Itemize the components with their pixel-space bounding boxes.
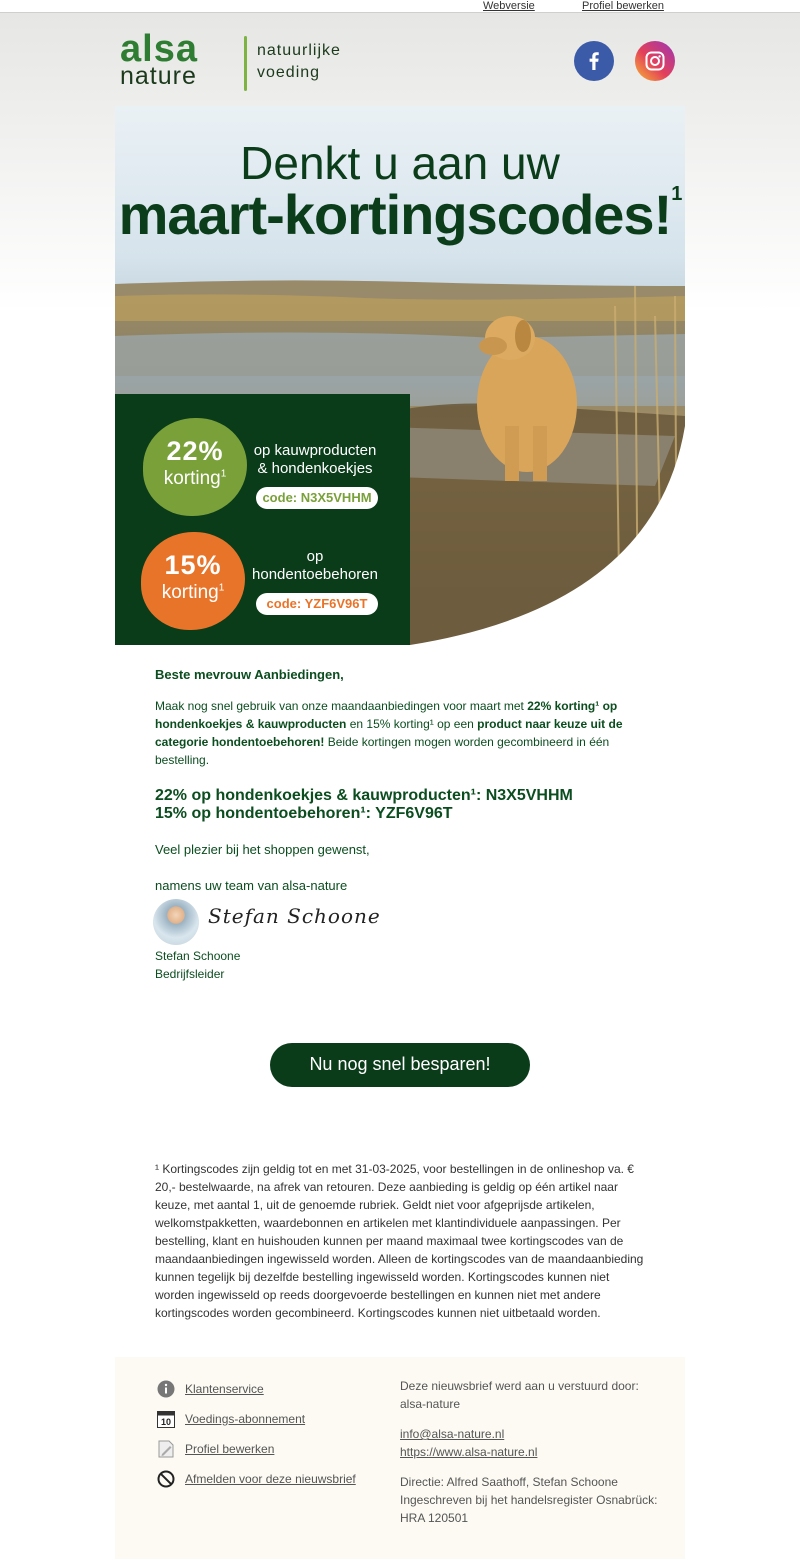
hero-title-line1: Denkt u aan uw xyxy=(240,137,560,189)
unsubscribe-icon xyxy=(157,1470,175,1488)
instagram-icon[interactable] xyxy=(635,41,675,81)
footer-link-label: Voedings-abonnement xyxy=(185,1412,306,1426)
webversion-link[interactable]: Webversie xyxy=(483,0,535,12)
promo-panel xyxy=(115,394,410,645)
edit-profile-top-link[interactable]: Profiel bewerken xyxy=(582,0,664,12)
hero-banner[interactable] xyxy=(115,106,685,645)
svg-text:10: 10 xyxy=(160,1417,172,1427)
footer-contact xyxy=(400,1425,670,1461)
intro-paragraph: Maak nog snel gebruik van onze maandaanbiedingen voor maart met 22% korting¹ op hondenkoekjes & kauwproducten en 15% korting¹ op een product naar keuze uit de categorie hondentoebehoren! Beide kortingen mogen worden gecombineerd in één bestelling. xyxy=(155,699,623,767)
discount-badge-22 xyxy=(143,418,247,516)
logo-divider xyxy=(244,36,247,91)
info-icon xyxy=(157,1380,175,1398)
footnote-terms: ¹ Kortingscodes zijn geldig tot en met 31-03-2025, voor bestellingen in de onlineshop va. € 20,- bestelwaarde, na afrek van retouren. Deze aanbieding is geldig op één artikel naar keuze, met aantal 1, uit de genoemde rubriek. Geldt niet voor afgeprijsde artikelen, welkomstpakketten, waardebonnen en artikelen met klantindividuele aanpassingen. Per bestelling, klant en huishouden kunnen per maand maximaal twee kortingscodes van de maandaanbiedingen ingewisseld worden. Alleen de kortingscodes van de maandaanbieding kunnen tegelijk bij dezelfde bestelling ingewisseld worden. Kortingscodes kunnen niet worden ingewisseld op reeds doorgevoerde bestellingen en kunnen niet met andere kortingscodes worden gecombineerd. Kortingscodes kunnen niet uitbetaald worden. xyxy=(155,1162,644,1320)
closing-wish: Veel plezier bij het shoppen gewenst, xyxy=(155,842,370,857)
greeting: Beste mevrouw Aanbiedingen, xyxy=(155,667,344,682)
logo-word-alsa: alsa xyxy=(120,28,198,70)
calendar-icon xyxy=(157,1410,175,1428)
footer-sender-info xyxy=(400,1377,670,1413)
save-now-button[interactable]: Nu nog snel besparen! xyxy=(270,1043,530,1087)
offer2-code[interactable]: code: YZF6V96T xyxy=(256,593,378,615)
offer2-text xyxy=(240,548,390,584)
discount-codes-summary xyxy=(155,787,645,823)
directors-text: Directie: Alfred Saathoff, Stefan Schoone xyxy=(400,1475,618,1489)
team-signoff: namens uw team van alsa-nature xyxy=(155,878,348,893)
logo-tagline-1: natuurlijke xyxy=(257,42,341,59)
register-number: HRA 120501 xyxy=(400,1511,469,1525)
sender-name: alsa-nature xyxy=(400,1397,461,1411)
badge-label: korting$^1$ xyxy=(161,582,225,603)
footer-link-label: Klantenservice xyxy=(185,1382,264,1396)
code-summary-line2: 15% op hondentoebehoren¹: YZF6V96T xyxy=(155,805,453,822)
sent-by-text: Deze nieuwsbrief werd aan u verstuurd door: xyxy=(400,1379,639,1393)
code-summary-line1: 22% op hondenkoekjes & kauwproducten¹: N3X5VHHM xyxy=(155,787,573,804)
badge-percent: 22% xyxy=(166,436,224,466)
website-link[interactable]: https://www.alsa-nature.nl xyxy=(400,1445,538,1459)
footer-legal xyxy=(400,1473,670,1527)
hero-title-footnote-mark: 1 xyxy=(671,183,682,206)
footer xyxy=(115,1357,685,1559)
offer2-text-line2: hondentoebehoren xyxy=(252,566,378,583)
signatory-role: Bedrijfsleider xyxy=(155,967,225,981)
signatory-name: Stefan Schoone xyxy=(155,949,241,963)
offer1-text-line1: op kauwproducten xyxy=(253,442,377,459)
avatar xyxy=(153,899,199,945)
signatory xyxy=(155,947,240,983)
offer1-text xyxy=(240,442,390,478)
logo-word-nature: nature xyxy=(120,62,197,90)
hero-title-line2 xyxy=(115,182,685,247)
offer1-text-line2: & hondenkoekjes xyxy=(257,460,373,477)
logo-tagline-2: voeding xyxy=(257,64,321,81)
alsa-nature-logo[interactable] xyxy=(118,28,368,96)
register-text: Ingeschreven bij het handelsregister Osnabrück: xyxy=(400,1493,658,1507)
footer-link-label: Profiel bewerken xyxy=(185,1442,275,1456)
facebook-icon[interactable] xyxy=(574,41,614,81)
offer1-code[interactable]: code: N3X5VHHM xyxy=(256,487,378,509)
edit-icon xyxy=(157,1440,175,1458)
badge-label: korting$^1$ xyxy=(163,468,227,489)
hero-title-text: maart-kortingscodes! xyxy=(118,183,672,246)
top-bar xyxy=(0,0,800,13)
footer-link-label: Afmelden voor deze nieuwsbrief xyxy=(185,1472,356,1486)
email-link[interactable]: info@alsa-nature.nl xyxy=(400,1427,505,1441)
badge-percent: 15% xyxy=(164,550,222,580)
handwritten-signature: Stefan Schoone xyxy=(208,904,381,928)
offer2-text-line1: op xyxy=(306,548,324,565)
discount-badge-15 xyxy=(141,532,245,630)
